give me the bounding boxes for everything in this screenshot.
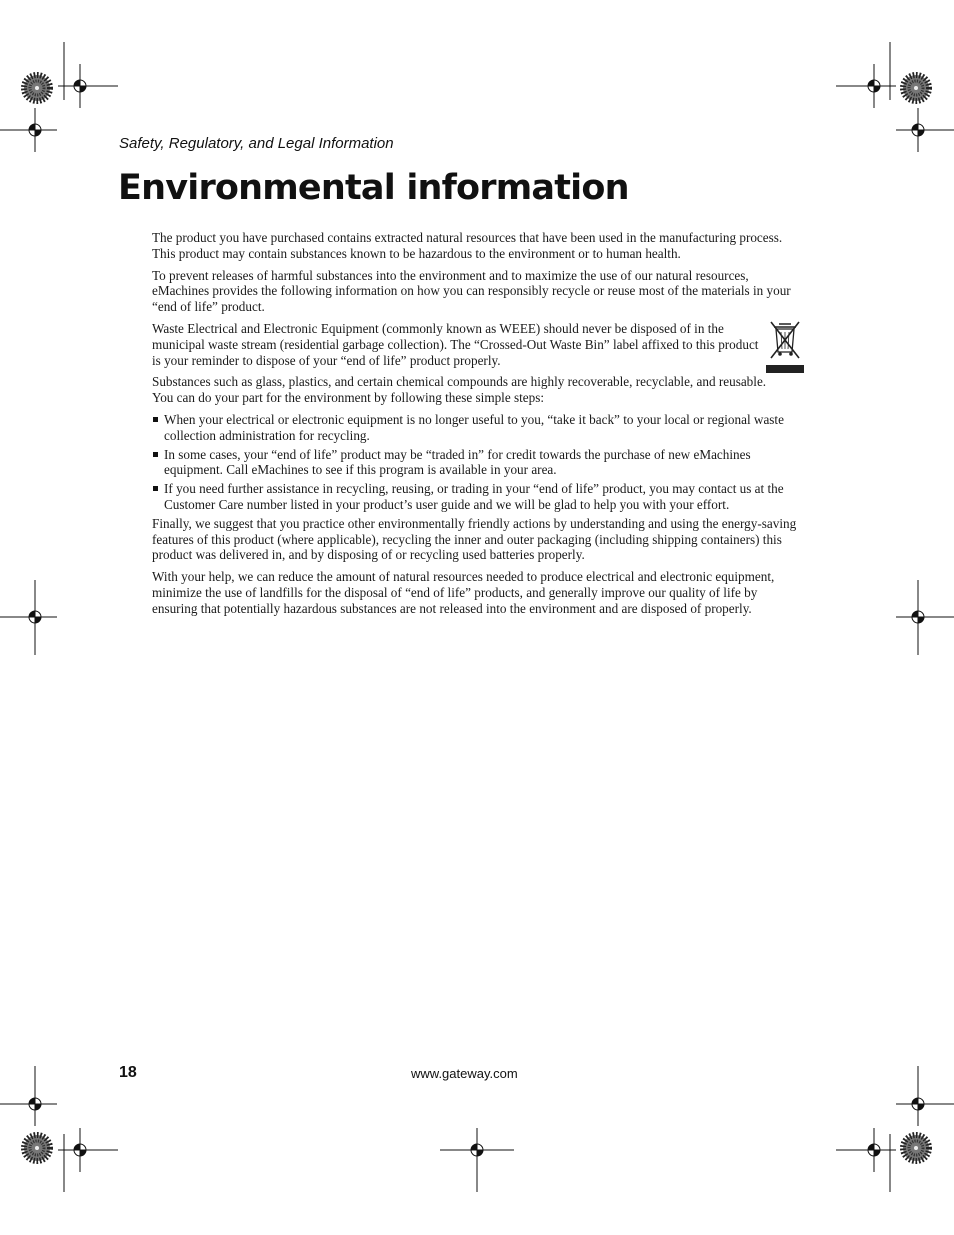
closing-paragraph: With your help, we can reduce the amount of natural resources needed to produce electrical and electronic equipment, minimize the use of landfills for the disposal of “end of life” products, and generally improve our quality of life by ensuring that potentially hazardous substances are not released into the environment and are disposed of properly. bbox=[152, 569, 775, 616]
page-number: 18 bbox=[119, 1064, 137, 1081]
prevention-paragraph: To prevent releases of harmful substances into the environment and to maximize the use of our natural resources, eMachines provides the following information on how you can responsibly recycle or reuse most of the materials in your “end of life” product. bbox=[152, 267, 791, 315]
registration-mark-icon bbox=[896, 108, 940, 152]
registration-mark-icon bbox=[852, 64, 896, 108]
registration-mark-icon bbox=[13, 108, 57, 152]
registration-mark-icon bbox=[852, 1128, 896, 1172]
color-wheel-icon bbox=[903, 75, 929, 101]
substances-paragraph: Substances such as glass, plastics, and certain chemical compounds are highly recoverable, recyclable, and reusable. You can do your part for the environment by following these simple steps: bbox=[152, 374, 767, 406]
page-title: Environmental information bbox=[118, 168, 629, 208]
registration-mark-icon bbox=[58, 64, 102, 108]
registration-mark-icon bbox=[13, 595, 57, 639]
list-item: In some cases, your “end of life” product may be “traded in” for credit towards the purchase of new eMachines equipment. Call eMachines to see if this program is available in your area. bbox=[152, 447, 800, 479]
registration-mark-icon bbox=[24, 75, 50, 101]
finally-paragraph: Finally, we suggest that you practice other environmentally friendly actions by understanding and using the energy-saving features of this product (where applicable), recycling the inner and outer packaging (including shipping containers) this product was delivered in, and by disposing of or recycling used batteries properly. bbox=[152, 515, 797, 563]
intro-paragraph: The product you have purchased contains extracted natural resources that have been used in the manufacturing process. This product may contain substances known to be hazardous to the environment or to human health. bbox=[152, 230, 783, 261]
footer-url: www.gateway.com bbox=[411, 1066, 518, 1081]
registration-mark-icon bbox=[13, 1082, 57, 1126]
body-text bbox=[152, 230, 800, 623]
crossed-out-waste-bin-icon bbox=[766, 318, 804, 374]
registration-mark-icon bbox=[455, 1128, 499, 1172]
list-item: When your electrical or electronic equipment is no longer useful to you, “take it back” to your local or regional waste collection administration for recycling. bbox=[152, 412, 800, 444]
registration-mark-icon bbox=[896, 1082, 940, 1126]
registration-mark-icon bbox=[896, 595, 940, 639]
list-item: If you need further assistance in recycling, reusing, or trading in your “end of life” product, you may contact us at the Customer Care number listed in your product’s user guide and we will be glad to help you with your effort. bbox=[152, 481, 800, 513]
section-header: Safety, Regulatory, and Legal Information bbox=[119, 135, 394, 152]
color-wheel-icon bbox=[24, 1135, 50, 1161]
weee-paragraph: Waste Electrical and Electronic Equipment (commonly known as WEEE) should never be disposed of in the municipal waste stream (residential garbage collection). The “Crossed-Out Waste Bin” label affixed to this product is your reminder to dispose of your “end of life” product properly. bbox=[152, 320, 759, 368]
registration-mark-icon bbox=[58, 1128, 102, 1172]
steps-list bbox=[152, 412, 800, 513]
color-wheel-icon bbox=[903, 1135, 929, 1161]
